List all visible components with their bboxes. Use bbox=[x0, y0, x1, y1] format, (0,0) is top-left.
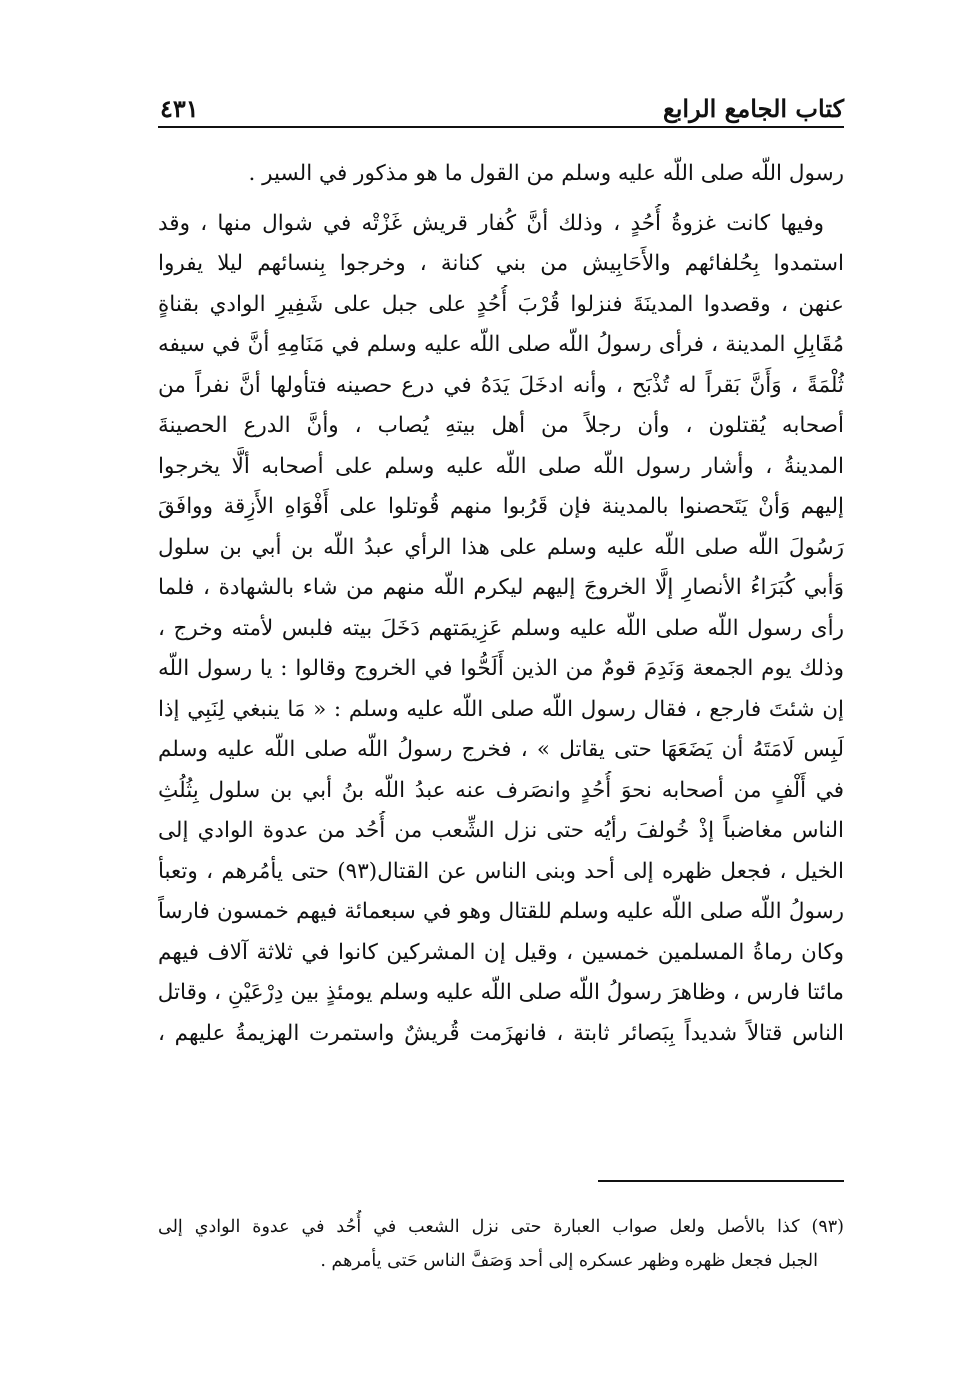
text-line: مائتا فارس ، وظاهرَ رسولُ اللّه صلى اللّه عليه وسلم يومئذٍ بين دِرْعَيْنِ ، وقاتل bbox=[158, 980, 844, 1005]
page-number: ٤٣١ bbox=[160, 94, 199, 123]
text-line: وفيها كانت غزوةُ أُحُدٍ ، وذلك أنَّ كُفار قريش غَزْتْه في شوال منها ، وقد bbox=[158, 210, 824, 236]
footnotes bbox=[158, 1210, 844, 1278]
text-line: استمدوا بِحُلفائهم والأَحَابِيش من بني كنانة ، وخرجوا بِنسائهم ليلا يفروا bbox=[158, 251, 844, 276]
main-text bbox=[158, 154, 844, 1054]
text-line: وكان رماةُ المسلمين خمسين ، وقيل إن المشركين كانوا في ثلاثة آلاف فيهم bbox=[158, 939, 844, 965]
page-header bbox=[158, 86, 844, 128]
text-line: مُقَابِلِ المدينة ، فرأى رسولُ اللّه صلى اللّه عليه وسلم في مَنَامِهِ أنَّ في سيفه bbox=[158, 332, 844, 357]
text-line: الناس مغاضباً إذْ خُولفَ رأيُه حتى نزل الشِّعب من أُحُد من عدوة الوادي إلى bbox=[158, 818, 844, 843]
text-line: عنهن ، وقصدوا المدينَةَ فنزلوا قُرْبَ أُحُدٍ على جبل على شَفِيرِ الوادي بقناةٍ bbox=[158, 291, 844, 317]
text-line: الناس قتالاً شديداً بِبَصائر ثابتة ، فانهزَمت قُريشٌ واستمرت الهزيمةُ عليهم ، bbox=[158, 1020, 844, 1046]
text-line: في أَلْفٍ من أصحابه نحوَ أُحُدٍ وانصَرف عنه عبدُ اللّه بنُ أبي بن سلول بِثُلُثِ bbox=[158, 777, 844, 803]
text-line: المدينةُ ، وأشار رسول اللّه صلى اللّه عليه وسلم على أصحابه ألَّا يخرجوا bbox=[158, 453, 844, 479]
text-line: إن شئتَ فارجع ، فقال رسول اللّه صلى اللّه عليه وسلم : « مَا ينبغي لِنَبِي إذا bbox=[158, 696, 844, 722]
text-line: إليهم وَأنْ يَتَحصنوا بالمدينة فإن قَرُبوا منهم قُوتلوا على أَفْوَاهِ الأَزِقة ووافَقَ bbox=[158, 494, 844, 519]
text-line: وذلك يوم الجمعة وَنَدِمَ قومٌ من الذين أَلَحُّوا في الخروج وقالوا : يا رسول اللّه bbox=[158, 656, 844, 681]
text-line: رَسُولَ اللّه صلى اللّه عليه وسلم على هذا الرأي عبدُ اللّه بن أبي بن سلول bbox=[158, 534, 844, 560]
footnote-divider bbox=[598, 1180, 844, 1182]
text-line: ثُلْمَةً ، وَأَنَّ بَقراً له تُذْبَح ، وأنه ادخَلَ يَدَهُ في درع حصينه فتأولها أنَّ نفراً من bbox=[158, 372, 844, 398]
text-line: أصحابه يُقتلون ، وأن رجلاً من أهل بيتهِ يُصاب ، وأنَّ الدرع الحصينةَ bbox=[158, 413, 844, 438]
text-line: وَأبي كُبَرَاءُ الأنصارِ إلَّا الخروجَ إليهم ليكرم اللّه منهم من شاء بالشهادة ، فلما bbox=[158, 575, 844, 600]
text-line: رأى رسول اللّه صلى اللّه عليه وسلم عَزِيمَتهم دَخَلَ بيته فلبس لأمته وخرج ، bbox=[158, 615, 844, 641]
text-line: الخيل ، فجعل ظهره إلى أحد وبنى الناس عن القتال(٩٣) حتى يأمُرهم ، وتعبأ bbox=[158, 858, 844, 884]
text-line: لَبِس لَامَتَهُ أن يَضَعَهَا حتى يقاتل » ، فخرج رسولُ اللّه صلى اللّه عليه وسلم bbox=[158, 737, 844, 762]
running-title: كتاب الجامع الرابع bbox=[662, 94, 844, 123]
footnote-line: (٩٣) كذا بالأصل ولعل صواب العبارة حتى نزل الشعب في أُحُد في عدوة الوادي إلى bbox=[158, 1217, 844, 1237]
text-line: رسولُ اللّه صلى اللّه عليه وسلم للقتال وهو في سبعمائة فيهم خمسون فارساً bbox=[158, 899, 844, 924]
footnote-line: الجبل فجعل ظهره وظهر عسكره إلى أحد وَصَفَّ الناس حَتى يأمرهم . bbox=[320, 1251, 818, 1271]
text-line: رسول اللّه صلى اللّه عليه وسلم من القول ما هو مذكور في السير . bbox=[248, 161, 844, 186]
